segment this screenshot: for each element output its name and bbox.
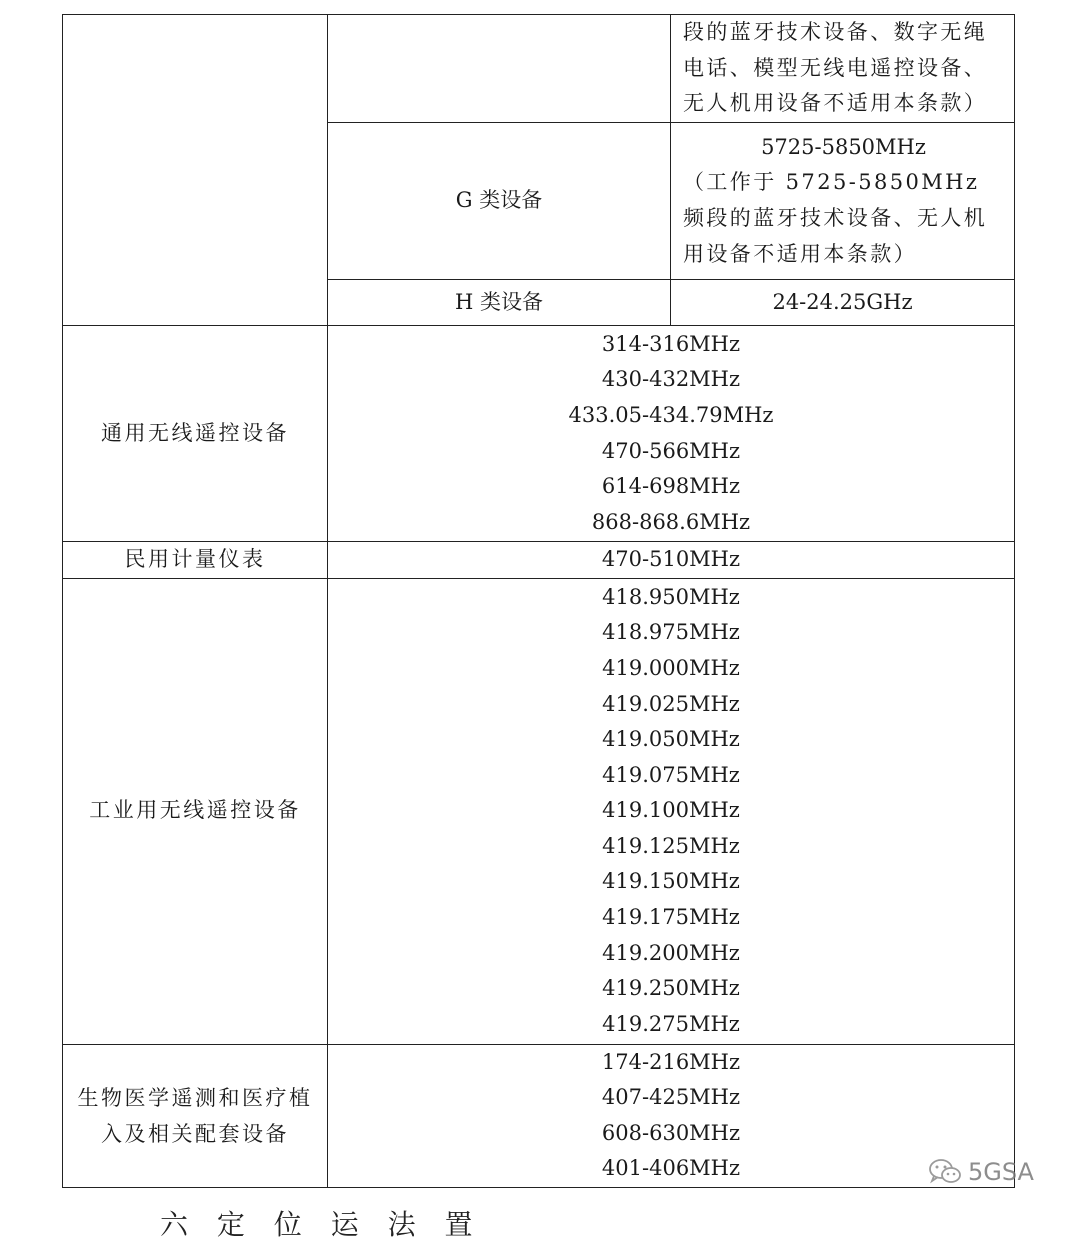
freq-item: 407-425MHz — [601, 1085, 741, 1110]
freq-item: 608-630MHz — [601, 1120, 741, 1145]
note-line: （工作于 5725-5850MHz — [683, 170, 980, 195]
g-class-freq: 5725-5850MHz — [761, 134, 926, 159]
biomedical-label-line1: 生物医学遥测和医疗植 — [77, 1085, 313, 1110]
freq-item: 430-432MHz — [601, 367, 741, 392]
freq-item: 418.975MHz — [602, 620, 740, 645]
freq-item: 419.175MHz — [602, 905, 740, 930]
freq-item: 419.275MHz — [602, 1011, 740, 1036]
industrial-remote-freqs — [328, 578, 1015, 1044]
g-class-label-text: G 类设备 — [455, 188, 543, 213]
g-class-label — [328, 123, 671, 280]
freq-item: 401-406MHz — [601, 1156, 741, 1181]
note-line: 段的蓝牙技术设备、数字无绳 — [683, 20, 988, 45]
freq-item: 419.250MHz — [602, 976, 740, 1001]
freq-item: 419.025MHz — [602, 691, 740, 716]
frequency-table — [62, 14, 1015, 1188]
freq-item: 614-698MHz — [601, 474, 741, 499]
biomedical-label-line2: 入及相关配套设备 — [101, 1121, 289, 1146]
freq-item: 314-316MHz — [601, 331, 741, 356]
h-class-label — [328, 280, 671, 326]
biomedical-freqs — [328, 1044, 1015, 1187]
footer-cutoff-text: 六 定 位 运 法 置 — [160, 1208, 483, 1241]
freq-item: 419.150MHz — [602, 869, 740, 894]
freq-item: 419.125MHz — [602, 833, 740, 858]
frequency-table-container — [62, 14, 1014, 1188]
note-line: 频段的蓝牙技术设备、无人机 — [683, 206, 988, 230]
watermark — [928, 1154, 1034, 1190]
general-remote-freqs — [328, 326, 1015, 542]
freq-item: 419.050MHz — [602, 727, 740, 752]
note-line: 电话、模型无线电遥控设备、 — [683, 55, 988, 80]
table-row — [63, 542, 1015, 579]
general-remote-label: 通用无线遥控设备 — [63, 326, 328, 542]
watermark-text: 5GSA — [968, 1158, 1034, 1186]
freq-item: 174-216MHz — [601, 1049, 741, 1074]
table-row — [63, 578, 1015, 1044]
freq-item: 470-566MHz — [601, 438, 741, 463]
freq-item: 418.950MHz — [602, 584, 740, 609]
subclass-cell-continued — [328, 15, 671, 123]
category-cell-continued — [63, 15, 328, 326]
freq-item: 419.100MHz — [602, 798, 740, 823]
biomedical-label — [63, 1044, 328, 1187]
freq-item: 419.200MHz — [602, 940, 740, 965]
h-class-label-text: H 类设备 — [455, 289, 543, 314]
wechat-icon — [928, 1158, 962, 1186]
freq-item: 419.000MHz — [602, 655, 740, 680]
freq-item: 868-868.6MHz — [591, 509, 751, 534]
note-cell-continued — [671, 15, 1015, 123]
table-row — [63, 1044, 1015, 1187]
note-line: 无人机用设备不适用本条款） — [683, 91, 988, 116]
table-row — [63, 326, 1015, 542]
industrial-remote-label: 工业用无线遥控设备 — [63, 578, 328, 1044]
civil-meter-label: 民用计量仪表 — [63, 542, 328, 579]
note-line: 用设备不适用本条款） — [683, 241, 917, 266]
freq-item: 433.05-434.79MHz — [568, 402, 774, 427]
g-class-freq-cell — [671, 123, 1015, 280]
h-class-freq: 24-24.25GHz — [671, 280, 1015, 326]
freq-item: 419.075MHz — [602, 762, 740, 787]
civil-meter-freq: 470-510MHz — [328, 542, 1015, 579]
table-row — [63, 15, 1015, 123]
